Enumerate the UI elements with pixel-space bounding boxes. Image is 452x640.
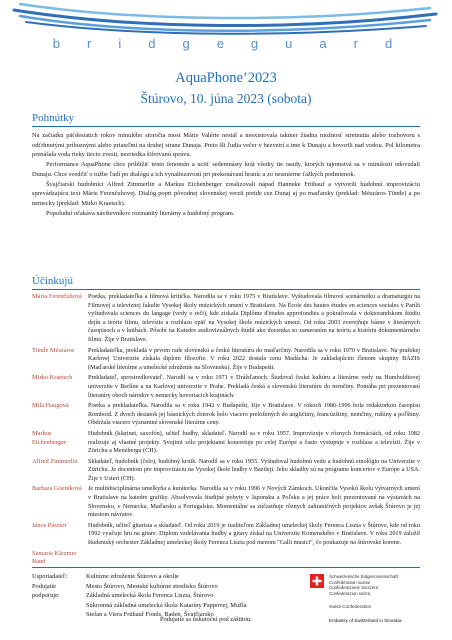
participant-bio: Skladateľ, hudobník (čelo), hudobný kritik. Narodil sa v roku 1955. Vyštudoval hudobnú vedu a hudobnú etnológiu na Univerzite v Zürichu. Je docentom pre improvizáciu na Vysokej škole hudby v Bazileji. Jeho skladby sú na programe koncertov v Európe a USA. Žije v Usteri (CH). xyxy=(88,457,420,482)
participant-name: Markus Eichenberger xyxy=(32,429,66,446)
participant-bio: Prekladateľka, prekladá v prvom rade slovenskú a českú literatúru do maďarčiny. Narodila sa v roku 1970 v Bratislave. Na pražskej Karlovej Univerzite získala diplom filozofie. V roku 2022 dostala cenu Madácha. Je zakladajúcim členom skupiny BÁZIS (Maďarské literárne a umelecké združenie na Slovensku). Žije v Budapešti. xyxy=(88,346,420,371)
intro-paragraph: Popoludní očakáva návštevníkov rozmanitý literárny a hudobný program. xyxy=(46,209,235,217)
intro-heading: Pohnútky xyxy=(32,112,75,124)
intro-paragraph: Švajčiarski hudobníci Alfred Zimmerlin a Markus Eichenberger zrealizovali nápad Hanneke Frühauf a vytvorili hudobnú improvizáciu sprevádzajúcu text Márie Ferenčuhovej. Dialóg popri pôvodnej slovenskej verzii preide cez Dunaj aj po maďarsky (preklad: Mészáros Tünde) a po nemecky (preklad: Mirko Kraetsch). xyxy=(32,180,420,207)
participant-bio: Je multidisciplinárna umelkyňa a kurátorka. Narodila sa v roku 1996 v Nových Zámkoch. Ukončila Vysokú školu výtvarných umení v Bratislave na katedre grafiky. Absolvovala študijné pobyty v Japonsku a Poľsku a jej práce boli prezentované na výstavách na Slovensku, v Nemecku, Maďarsku a Portugalsku. Momentálne sa zúčastňuje rôznych zahraničných projektov avšak Štúrovo je jej miestom návratov. xyxy=(88,485,420,519)
swiss-flag-icon xyxy=(310,574,324,588)
participant-name: Samaria Klezmer Band xyxy=(32,549,77,566)
participant-name: Mirko Kraetsch xyxy=(32,374,73,382)
organizer-label: Usporiadateľ: xyxy=(32,573,68,580)
swiss-confederation-names xyxy=(329,574,398,596)
participant-row xyxy=(32,550,420,567)
swiss-name-fr: Confédération suisse xyxy=(329,579,371,585)
participant-row xyxy=(32,522,420,548)
intro-divider xyxy=(32,126,420,127)
participant-bio: Hudobník, učiteľ gitarista a skladateľ. Od roku 2019 je riaditeľom Základnej umeleckej školy Ferenca Liszta v Štúrove, kde od roku 1992 vyučuje hru na gitare. Diplom vzdelávania hudby a gitary získal na Univerzite Komenského v Bratislave. V roku 2019 založil študentský orchester Základnej umeleckej školy Ferenca Liszta pod menom "Galli musici", čo poukazuje na štúrovské korene. xyxy=(88,521,420,547)
footer-divider xyxy=(32,567,420,568)
participant-bio: Poetka, prekladateľka a filmová kritička. Narodila sa v roku 1975 v Bratislave. Vyštudovala filmovú scenáristiku a dramaturgiu na Filmovej a televíznej fakulte Vysokej školy múzických umení v Bratislave. Na École des hautes études en sciences sociales v Paríži vyštudovala sciences du langage (vedy o reči), kde získala Diplôme d'études approfondies a pokračovala v doktorandskom štúdiu dejín a teórie filmu, televízie a rozhlasu opäť na Vysokej škole múzických umení. Od roku 2003 zverejňuje básne v literárnych časopisoch a v knihách. Pôsobí na Katedre audiovizuálnych štúdií ako docentka so zameraním na teóriu a históriu dokumentárneho filmu. Žije v Bratislave. xyxy=(88,293,420,343)
supporter-item: Mesto Štúrovo, Mestské kultúrne stredisko Štúrovo xyxy=(86,582,218,590)
participant-name: Mária Ferenčuhová xyxy=(32,293,82,300)
participants-heading: Účinkujú xyxy=(32,275,73,287)
participants-divider xyxy=(32,289,420,290)
participant-row xyxy=(32,485,420,519)
supporters-label: Podujatie podporuje: xyxy=(32,582,60,599)
participant-row xyxy=(32,293,420,345)
participant-name: János Pásztor xyxy=(32,521,67,529)
participant-row xyxy=(32,458,420,484)
event-title: AquaPhone’2023 xyxy=(175,70,277,86)
participant-row xyxy=(32,374,420,400)
supporter-item: Stefan a Viera Frühauf Fonds, Baden, Švajčiarsko xyxy=(86,611,214,618)
supporter-item: Základná umelecká škola Ferenca Liszta, Štúrovo xyxy=(86,592,214,599)
participant-row xyxy=(32,430,420,456)
embassy-name: Embassy of Switzerland in Slovakia xyxy=(329,618,402,623)
participants-list xyxy=(32,293,420,567)
event-date-place: Štúrovo, 10. júna 2023 (sobota) xyxy=(140,91,312,106)
participant-bio: Poetka a prekladateľka. Narodila sa v roku 1942 v Budapešti, žije v Bratislave. V rokoch 1986-1996 bola redaktorkou časopisu Romboid. Z dvoch desiatok jej básnických zbierok bolo viacero preložených do angličtiny, francúzštiny, nemčiny, ruštiny a poľštiny. Obdržala viacero významné slovenské literárne ceny. xyxy=(88,402,420,427)
participant-name: Barbara Goeniková xyxy=(32,485,82,493)
participant-row xyxy=(32,402,420,428)
participant-name: Alfred Zimmerlin xyxy=(32,457,78,465)
intro-paragraph: Performance AquaPhone chce priblížiť tento fenomén a uctiť sedemnásty krát všetky tie osudy, ktorých tajomstvá sa v minulosti odovzdali Dunaju. Chce svedčiť o túžbe ľudí po dialógu a ich vynaliezavosti pri prekonávaní hraníc a zo nesmierne ťažkých podmienok. xyxy=(32,161,420,178)
footer-labels xyxy=(32,572,82,601)
swiss-name-rm: Confederaziun svizra xyxy=(329,590,371,596)
supporter-item: Súkromná základná umelecká škola Kataríny Pappovej, Mužla xyxy=(86,601,247,609)
intro-paragraph: Na začiatku päťdesiatich rokov minulého storočia most Márie Valérie nestál a neexistovala takmer žiadna možnosť stretnutia alebo rozhovoru s odťrhnutými príbuznými alebo priateľmi na druhej strane Dunaja. Preto šli ľudia večer v bezvetrí a tme k Dunaju a hovorili nad vodou. Pol kilometra prenášala voda rieky tiecto zvesti, nezriedka šifrovanú správu. xyxy=(32,132,420,159)
participant-bio: Prekladateľ, sprostredkovateľ. Narodil sa v roku 1971 v Drážďanoch. Študoval českú kultúru a literárne vedy na Humboldtovej univerzite v Berlíne a na Karlovej univerzite v Prahe. Prekladá česká a slovenskú literatúru do nemčiny. Pomáha pri prezentovaní literatúry oboch národov v nemecky hovoriacich krajinách. xyxy=(88,374,420,399)
bridgeguard-logo-text: bridgeguard xyxy=(52,36,420,51)
patronage-note: Podujatie sa uskutoční pod záštitou: xyxy=(160,616,252,623)
participant-bio xyxy=(88,550,420,567)
swiss-confederation-en: Swiss Confederation xyxy=(329,604,372,609)
participant-name: Tünde Mészáros xyxy=(32,346,75,354)
participant-name: Mila Haugová xyxy=(32,402,69,410)
swiss-name-it: Confederazione Svizzera xyxy=(329,585,379,591)
intro-text xyxy=(32,131,420,218)
bridgeguard-logo-graphic xyxy=(0,0,452,36)
participant-row xyxy=(32,347,420,373)
footer-organizations xyxy=(86,572,296,620)
organizer-name: Kultúrne združenie Štúrovo a okolie xyxy=(86,573,179,580)
swiss-name-de: Schweizerische Eidgenossenschaft xyxy=(329,574,398,579)
participant-bio: Hudobník (klarinet, saxofón), učiteľ hudby, skladateľ. Narodil sa v roku 1957. Improvizuje v rôznych formáciách, od roku 1982 realizuje aj vlastné projekty. Svojimi sólo projektami koncertuje po celej Európe a často vystupuje v rozhlase a televízii. Žije v Zürichu a Menzbergu (CH). xyxy=(88,429,420,455)
